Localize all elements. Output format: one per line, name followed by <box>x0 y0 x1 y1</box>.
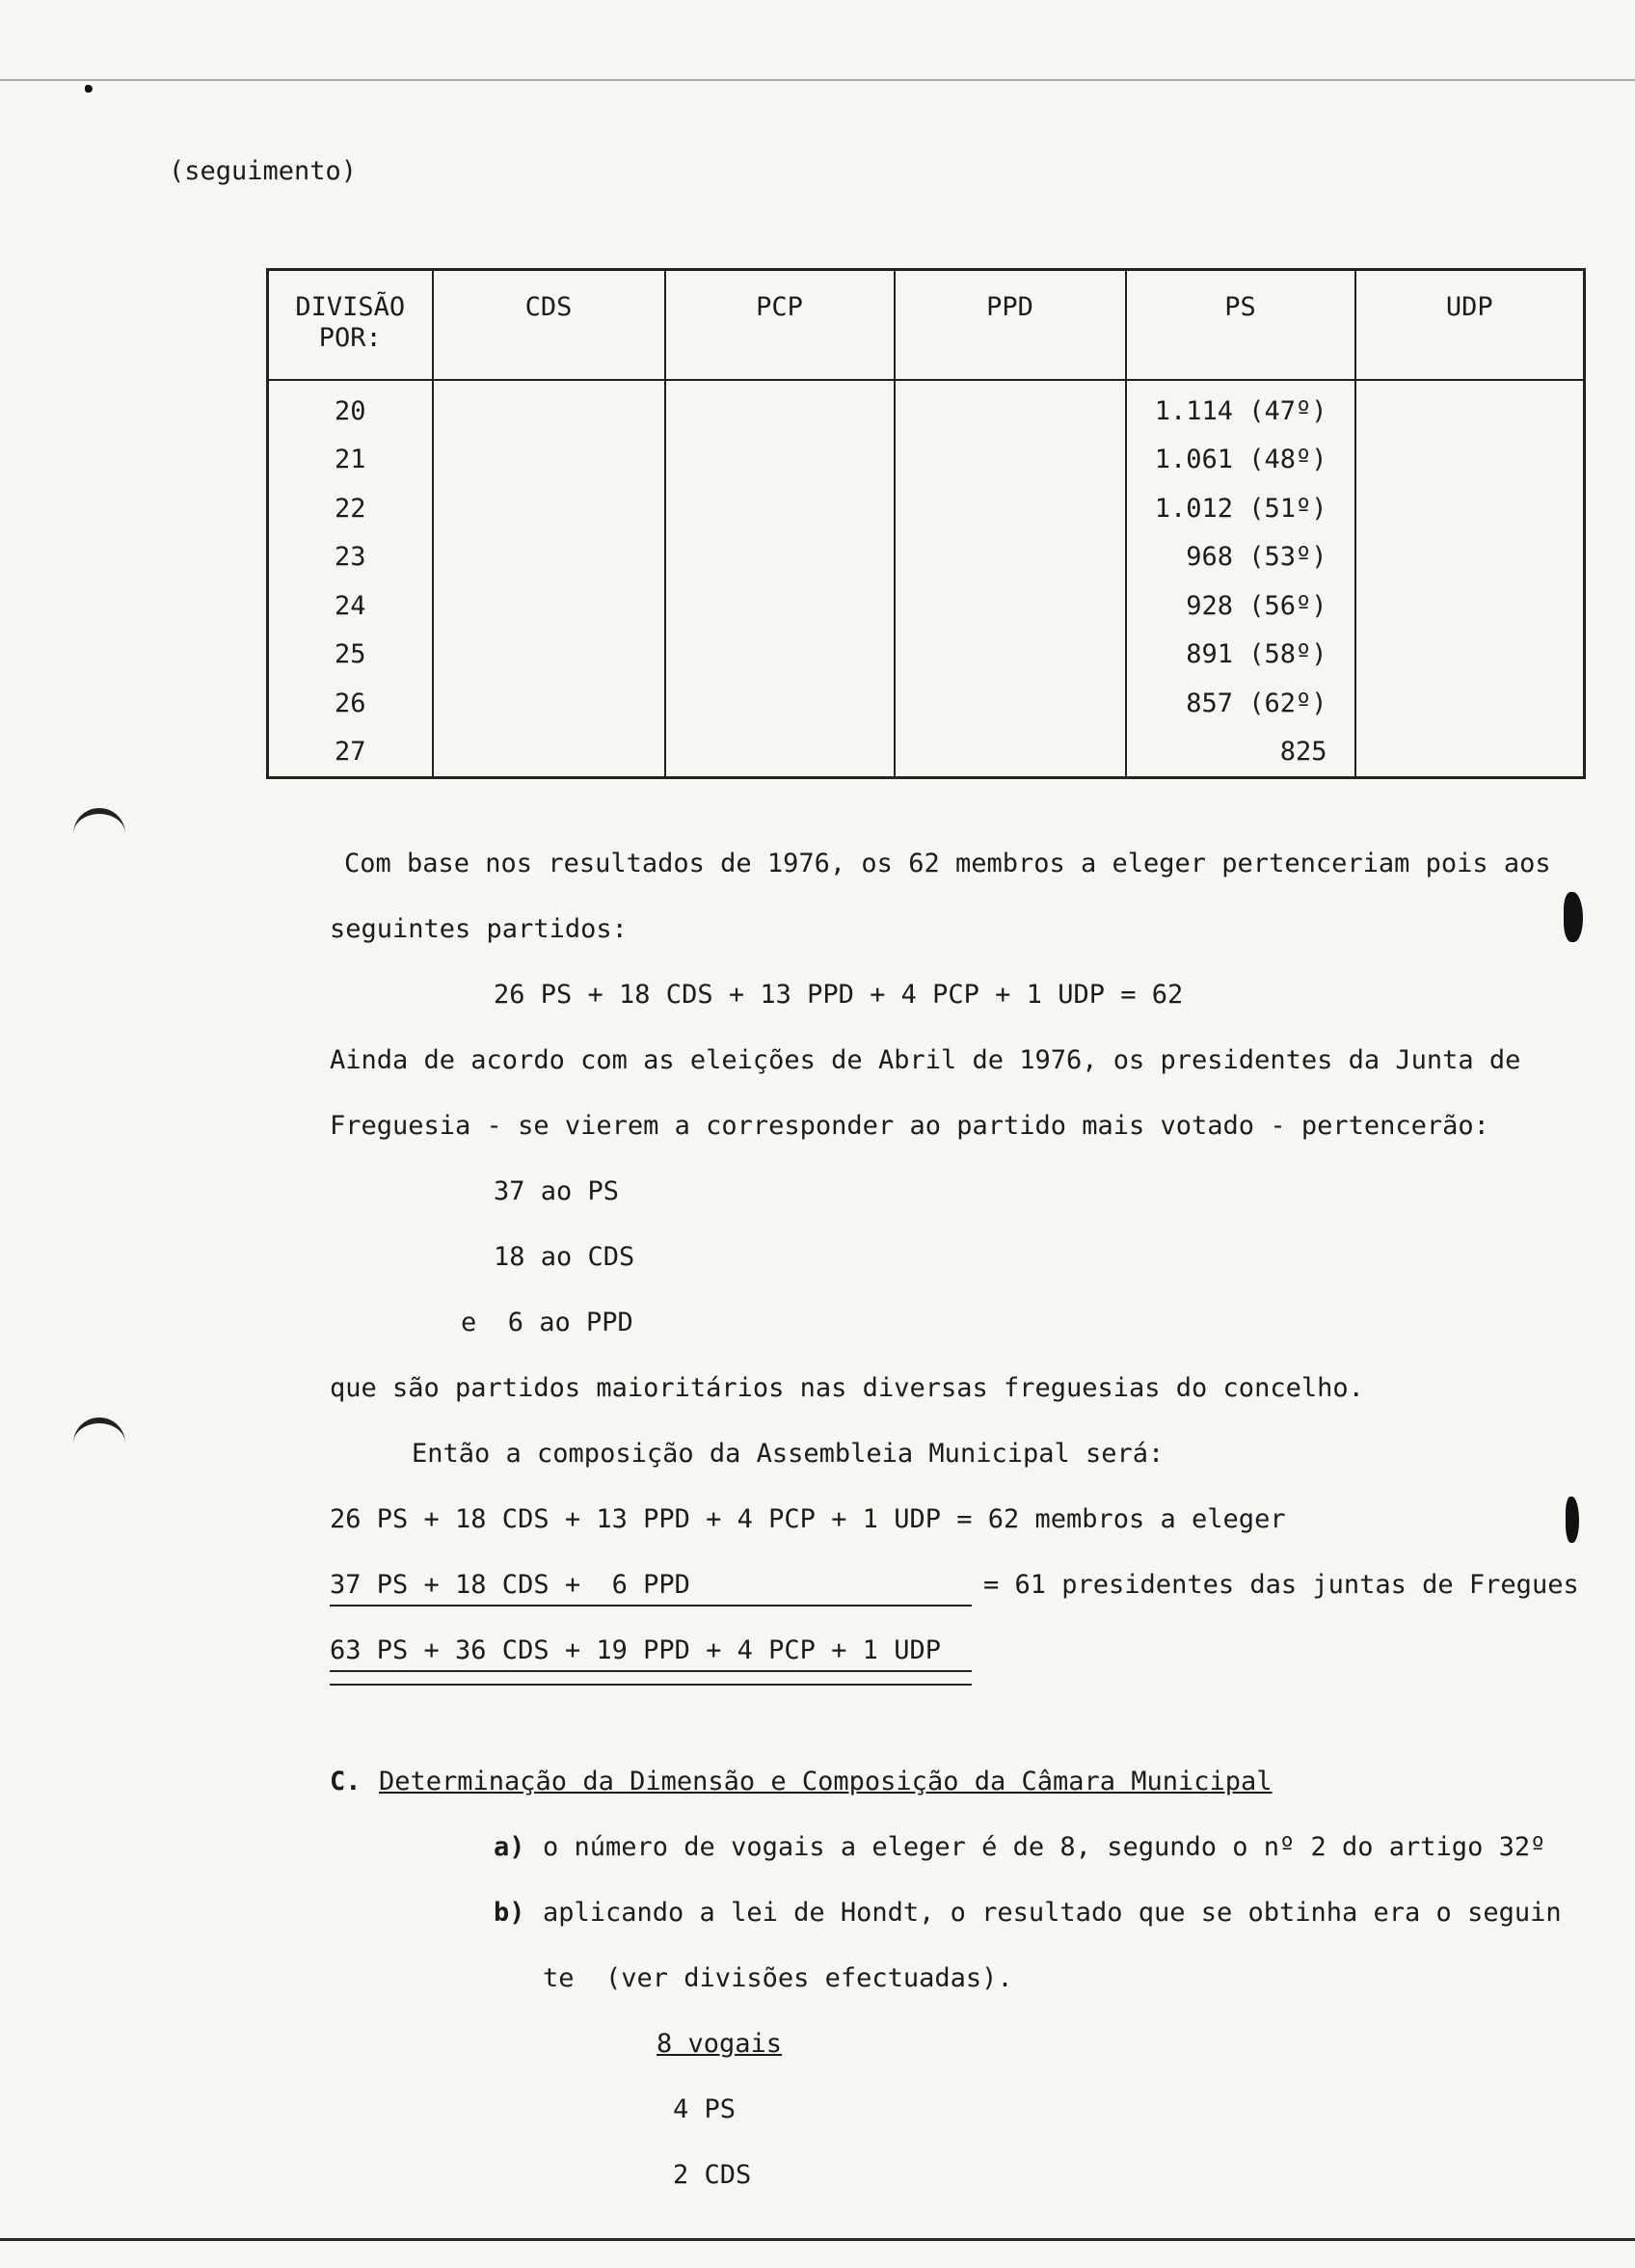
value-cell <box>433 436 665 485</box>
item-b-label: b) <box>494 1898 525 1928</box>
value-cell <box>1355 679 1585 728</box>
divisor-cell: 25 <box>268 631 433 680</box>
header-udp: UDP <box>1355 270 1585 381</box>
value-cell: 857 (62º) <box>1126 679 1355 728</box>
table-header-row <box>268 270 1585 381</box>
para2-line1: Ainda de acordo com as eleições de Abril de 1976, os presidentes da Junta de <box>330 1045 1521 1075</box>
ink-blot <box>1564 892 1583 942</box>
list-item-ps: 37 ao PS <box>494 1176 620 1206</box>
value-cell <box>895 679 1126 728</box>
header-ppd: PPD <box>895 270 1126 381</box>
header-ps: PS <box>1126 270 1355 381</box>
underline <box>330 1670 972 1672</box>
divisor-cell: 21 <box>268 436 433 485</box>
punch-hole-mark <box>73 1418 125 1452</box>
value-cell <box>1355 380 1585 436</box>
value-cell: 1.061 (48º) <box>1126 436 1355 485</box>
value-cell <box>1355 484 1585 533</box>
value-cell <box>895 380 1126 436</box>
item-b-text: aplicando a lei de Hondt, o resultado que se obtinha era o seguin <box>543 1898 1562 1928</box>
double-underline <box>330 1684 972 1686</box>
value-cell <box>433 484 665 533</box>
value-cell: 968 (53º) <box>1126 533 1355 582</box>
sum-total: 63 PS + 36 CDS + 19 PPD + 4 PCP + 1 UDP <box>330 1635 941 1665</box>
table-row <box>268 380 1585 436</box>
table-row <box>268 679 1585 728</box>
divisor-cell: 22 <box>268 484 433 533</box>
value-cell <box>895 533 1126 582</box>
value-cell: 825 <box>1126 728 1355 778</box>
header-divisao-l1: DIVISÃO <box>295 292 406 322</box>
para1-line2: seguintes partidos: <box>330 914 628 944</box>
value-cell <box>665 533 895 582</box>
list-item-cds: 18 ao CDS <box>494 1242 635 1272</box>
item-b-cont: te (ver divisões efectuadas). <box>543 1963 1013 1993</box>
table-row <box>268 533 1585 582</box>
value-cell <box>1355 728 1585 778</box>
bottom-rule <box>0 2238 1635 2241</box>
value-cell: 1.012 (51º) <box>1126 484 1355 533</box>
formula-62: 26 PS + 18 CDS + 13 PPD + 4 PCP + 1 UDP = 62 <box>494 980 1184 1010</box>
value-cell: 1.114 (47º) <box>1126 380 1355 436</box>
value-cell <box>433 631 665 680</box>
value-cell <box>433 533 665 582</box>
value-cell <box>665 380 895 436</box>
value-cell <box>665 728 895 778</box>
item-a-text: o número de vogais a eleger é de 8, segundo o nº 2 do artigo 32º <box>543 1832 1546 1862</box>
item-a-label: a) <box>494 1832 525 1862</box>
division-table <box>266 268 1586 779</box>
value-cell <box>1355 533 1585 582</box>
header-divisao-l2: POR: <box>318 323 382 353</box>
punch-hole-mark <box>73 808 125 843</box>
value-cell <box>895 581 1126 631</box>
para2-line2: Freguesia - se vierem a corresponder ao partido mais votado - pertencerão: <box>330 1111 1489 1141</box>
para3: que são partidos maioritários nas diversas freguesias do concelho. <box>330 1373 1364 1403</box>
vogais-item-cds: 2 CDS <box>673 2160 752 2190</box>
divisor-cell: 26 <box>268 679 433 728</box>
value-cell <box>895 631 1126 680</box>
list-item-ppd: e 6 ao PPD <box>461 1308 633 1337</box>
ink-blot <box>1566 1497 1579 1543</box>
divisor-cell: 23 <box>268 533 433 582</box>
sum-line2-right: = 61 presidentes das juntas de Fregues <box>983 1570 1579 1600</box>
value-cell <box>433 380 665 436</box>
table-row <box>268 581 1585 631</box>
continuation-label: (seguimento) <box>169 156 358 186</box>
section-c-label: C. <box>330 1767 362 1796</box>
divisor-cell: 20 <box>268 380 433 436</box>
value-cell <box>1355 631 1585 680</box>
header-cds: CDS <box>433 270 665 381</box>
section-c-title: Determinação da Dimensão e Composição da Câmara Municipal <box>379 1767 1273 1796</box>
header-pcp: PCP <box>665 270 895 381</box>
vogais-title: 8 vogais <box>657 2029 783 2059</box>
top-rule <box>0 79 1635 81</box>
value-cell <box>433 581 665 631</box>
para4: Então a composição da Assembleia Municipal será: <box>412 1439 1165 1469</box>
ink-dot <box>85 85 93 93</box>
value-cell <box>1355 581 1585 631</box>
value-cell: 928 (56º) <box>1126 581 1355 631</box>
value-cell <box>1355 436 1585 485</box>
table-row <box>268 631 1585 680</box>
value-cell <box>665 679 895 728</box>
value-cell: 891 (58º) <box>1126 631 1355 680</box>
divisor-cell: 27 <box>268 728 433 778</box>
value-cell <box>665 484 895 533</box>
value-cell <box>895 728 1126 778</box>
table-row <box>268 484 1585 533</box>
value-cell <box>895 484 1126 533</box>
value-cell <box>665 631 895 680</box>
divisor-cell: 24 <box>268 581 433 631</box>
table-row <box>268 728 1585 778</box>
value-cell <box>433 728 665 778</box>
value-cell <box>665 436 895 485</box>
underline <box>330 1605 972 1606</box>
table-row <box>268 436 1585 485</box>
vogais-item-ps: 4 PS <box>673 2094 737 2124</box>
value-cell <box>665 581 895 631</box>
value-cell <box>433 679 665 728</box>
header-divisao <box>268 270 433 381</box>
sum-line1: 26 PS + 18 CDS + 13 PPD + 4 PCP + 1 UDP = 62 membros a eleger <box>330 1504 1286 1534</box>
value-cell <box>895 436 1126 485</box>
sum-line2-left: 37 PS + 18 CDS + 6 PPD <box>330 1570 690 1600</box>
para1-line1: Com base nos resultados de 1976, os 62 membros a eleger pertenceriam pois aos <box>344 849 1551 878</box>
